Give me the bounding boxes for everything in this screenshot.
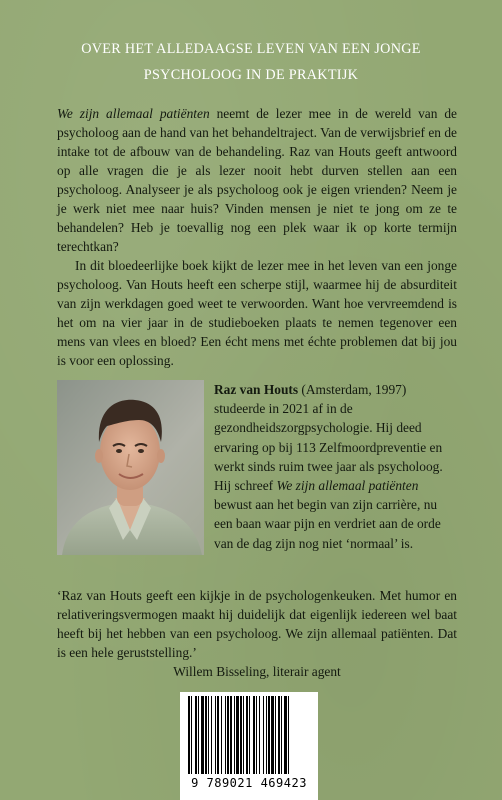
barcode-bar — [278, 696, 280, 774]
barcode-bar — [284, 696, 287, 774]
author-bio — [214, 380, 458, 553]
barcode — [180, 692, 318, 800]
blurb-paragraph-2: In dit bloedeerlijke boek kijkt de lezer mee in het leven van een jonge psycholoog. Van Houts heeft een scherpe stijl, waarmee hij de absurditeit van zijn werkdagen goed weet te verwoorden. Want hoe vervreemdend is het om na vier jaar in de studieboeken plaats te nemen tegenover een mens van vlees en bloed? Een écht mens met échte problemen dat bij jou is voor een oplossing. — [57, 258, 457, 368]
barcode-bar — [266, 696, 267, 774]
barcode-bar — [246, 696, 248, 774]
barcode-bar — [217, 696, 219, 774]
author-bio-text-a: (Amsterdam, 1997) studeerde in 2021 af in de gezondheidszorgpsychologie. Hij deed ervaring op bij 113 Zelfmoordpreventie en werkt sinds ruim twee jaar als psycholoog. Hij schreef — [214, 382, 443, 494]
barcode-bar — [188, 696, 190, 774]
author-photo — [57, 380, 204, 555]
barcode-bar — [208, 696, 209, 774]
barcode-bar — [234, 696, 235, 774]
barcode-bar — [227, 696, 229, 774]
review-quote — [57, 586, 457, 681]
barcode-bar — [256, 696, 257, 774]
cover-heading — [20, 36, 482, 88]
barcode-bar — [243, 696, 244, 774]
barcode-bar — [236, 696, 239, 774]
blurb-book-title: We zijn allemaal patiënten — [57, 106, 210, 121]
barcode-bar — [215, 696, 216, 774]
blurb-paragraph-1 — [57, 104, 457, 256]
barcode-bar — [268, 696, 270, 774]
heading-line-1: OVER HET ALLEDAAGSE LEVEN VAN EEN JONGE — [81, 41, 421, 57]
barcode-bar — [221, 696, 222, 774]
barcode-bar — [191, 696, 192, 774]
quote-attribution: Willem Bisseling, literair agent — [173, 664, 341, 679]
blurb — [57, 104, 457, 370]
author-book-title: We zijn allemaal patiënten — [276, 478, 419, 494]
barcode-bar — [281, 696, 282, 774]
barcode-bar — [225, 696, 226, 774]
barcode-bar — [211, 696, 212, 774]
author-name: Raz van Houts — [214, 382, 299, 397]
quote-text: ‘Raz van Houts geeft een kijkje in de psychologenkeuken. Met humor en relativeringsvermogen maakt hij duidelijk dat eigenlijk iedereen wel baat heeft bij het hebben van een psycholoog. We zijn allemaal patiënten. Dat is een hele geruststelling.’ — [57, 588, 457, 660]
barcode-bar — [288, 696, 289, 774]
barcode-bar — [230, 696, 232, 774]
barcode-bar — [271, 696, 274, 774]
barcode-bar — [275, 696, 276, 774]
barcode-bar — [198, 696, 199, 774]
author-bio-text-b: bewust aan het begin van zijn carrière, nu een baan waar pijn en verdriet aan de orde van de dag zijn nog niet ‘normaal’ is. — [214, 497, 441, 551]
barcode-bar — [263, 696, 264, 774]
barcode-bar — [253, 696, 255, 774]
blurb-paragraph-1-text: neemt de lezer mee in de wereld van de psycholoog aan de hand van het behandeltraject. Van de verwijsbrief en de intake tot de afbouw van de behandeling. Raz van Houts geeft antwoord op alle vragen die je als lezer nooit hebt durven stellen aan een psycholoog. Analyseer je als psycholoog ook je eigen vrienden? Neem je je werk niet mee naar huis? Vinden mensen je niet te jong om ze te behandelen? Heb je toevallig nog een plek waar ik op korte termijn terechtkan? — [57, 106, 457, 254]
barcode-bar — [205, 696, 207, 774]
barcode-bar — [249, 696, 250, 774]
barcode-bars — [188, 696, 310, 776]
barcode-bar — [201, 696, 204, 774]
isbn-number: 9 789021 469423 — [191, 776, 307, 790]
barcode-bar — [240, 696, 242, 774]
barcode-bar — [259, 696, 260, 774]
heading-line-2: PSYCHOLOOG IN DE PRAKTIJK — [143, 67, 359, 83]
barcode-bar — [195, 696, 197, 774]
